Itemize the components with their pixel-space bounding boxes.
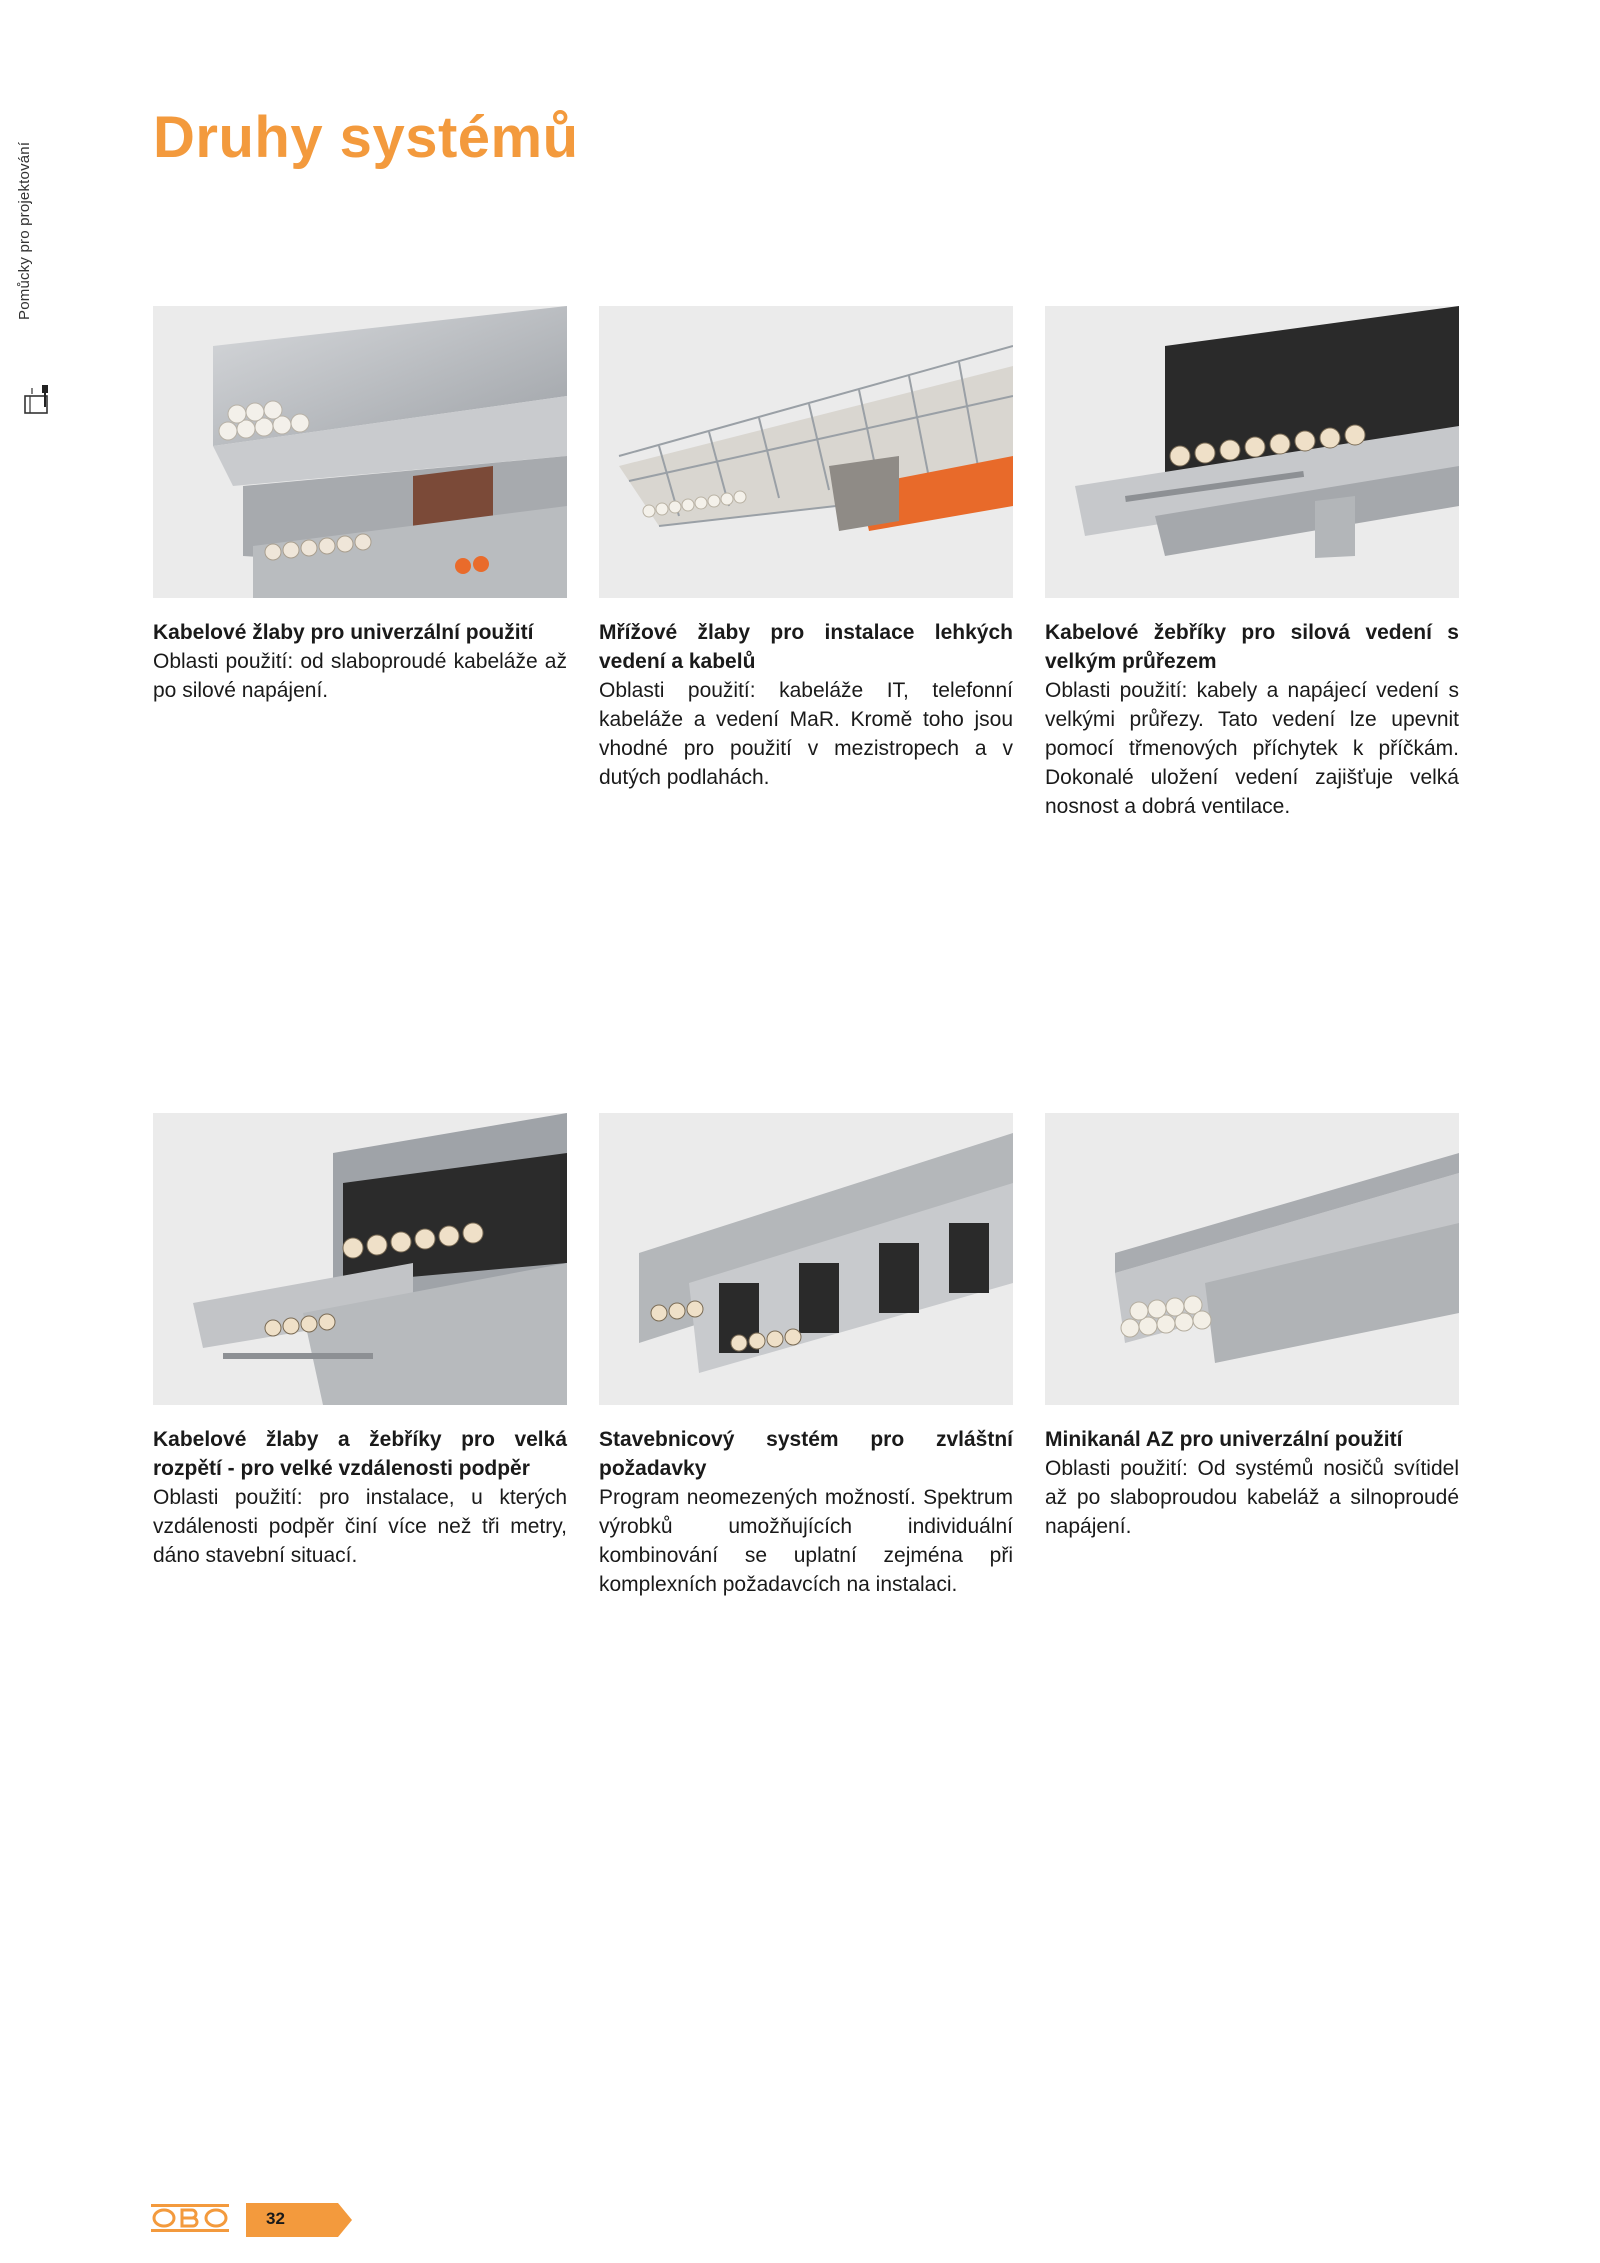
card-heading: Stavebnicový systém pro zvláštní požadavky [599,1428,1013,1480]
card-heading: Kabelové žlaby a žebříky pro velká rozpětí - pro velké vzdálenosti podpěr [153,1428,567,1480]
page-tab-shape [246,2203,356,2237]
card-text: Oblasti použití: pro instalace, u kterých vzdálenosti podpěr činí více než tři metry, dáno stavební situací. [153,1486,567,1567]
minichannel-image [1045,1113,1459,1405]
obo-logo [150,2203,230,2233]
section-side-label: Pomůcky pro projektování [16,141,33,320]
mesh-tray-image [599,306,1013,598]
system-card-wide-span [153,1113,567,1570]
card-text: Oblasti použití: Od systémů nosičů svítidel až po slaboproudou kabeláž a silnoproudé napájení. [1045,1457,1459,1538]
system-card-cable-ladder [1045,306,1459,821]
system-card-cable-tray [153,306,567,705]
page-title: Druhy systémů [153,105,579,170]
wide-span-image [153,1113,567,1405]
card-text: Program neomezených možností. Spektrum výrobků umožňujících individuální kombinování se uplatní zejména při komplexních požadavcích na instalaci. [599,1486,1013,1596]
card-heading: Mřížové žlaby pro instalace lehkých vedení a kabelů [599,621,1013,673]
card-text: Oblasti použití: kabeláže IT, telefonní kabeláže a vedení MaR. Kromě toho jsou vhodné pro použití v mezistropech a v dutých podlahách. [599,679,1013,789]
system-card-minichannel [1045,1113,1459,1541]
cable-tray-image [153,306,567,598]
page-number: 32 [266,2209,285,2228]
cable-ladder-image [1045,306,1459,598]
card-text: Oblasti použití: od slaboproudé kabeláže až po silové napájení. [153,650,567,702]
page-number-badge [246,2203,356,2237]
tools-book-icon [22,382,56,416]
card-text: Oblasti použití: kabely a napájecí vedení s velkými průřezy. Tato vedení lze upevnit pomocí třmenových příchytek k příčkám. Dokonalé uložení vedení zajišťuje velká nosnost a dobrá ventilace. [1045,679,1459,818]
card-heading: Kabelové žebříky pro silová vedení s velkým průřezem [1045,621,1459,673]
system-card-mesh-tray [599,306,1013,792]
card-heading: Minikanál AZ pro univerzální použití [1045,1428,1403,1451]
modular-system-image [599,1113,1013,1405]
card-heading: Kabelové žlaby pro univerzální použití [153,621,534,644]
system-card-modular [599,1113,1013,1599]
